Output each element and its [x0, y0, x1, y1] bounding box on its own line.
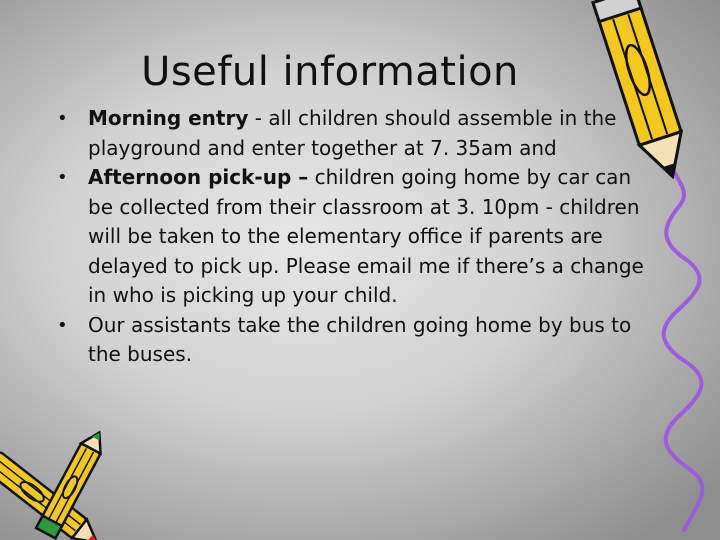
bullet-dot: • — [57, 314, 68, 336]
bullet-item-afternoon-pickup — [54, 163, 644, 311]
bullet-text: - all children should assemble in the playground and enter together at 7. 35am and — [88, 106, 617, 160]
pencil-icon — [588, 0, 720, 540]
pencil-icon — [0, 428, 130, 540]
squiggle-line-icon — [664, 150, 703, 530]
bullet-dot: • — [57, 167, 68, 188]
bullet-text: children going home by car can be collected from their classroom at 3. 10pm - children will be taken to the elementary office if parents are delayed to pick up. Please email me if there’s a change in who is picking up your child. — [88, 165, 644, 307]
bullet-bold-label: Afternoon pick-up – — [88, 165, 309, 189]
bullet-list — [54, 104, 644, 370]
bullet-bold-label: Morning entry — [88, 106, 249, 130]
bullet-item-assistants — [54, 311, 644, 370]
bullet-text: Our assistants take the children going home by bus to the buses. — [88, 312, 632, 366]
bullet-dot: • — [57, 108, 68, 129]
bullet-item-morning-entry — [54, 104, 644, 163]
slide-title: Useful information — [141, 49, 519, 95]
